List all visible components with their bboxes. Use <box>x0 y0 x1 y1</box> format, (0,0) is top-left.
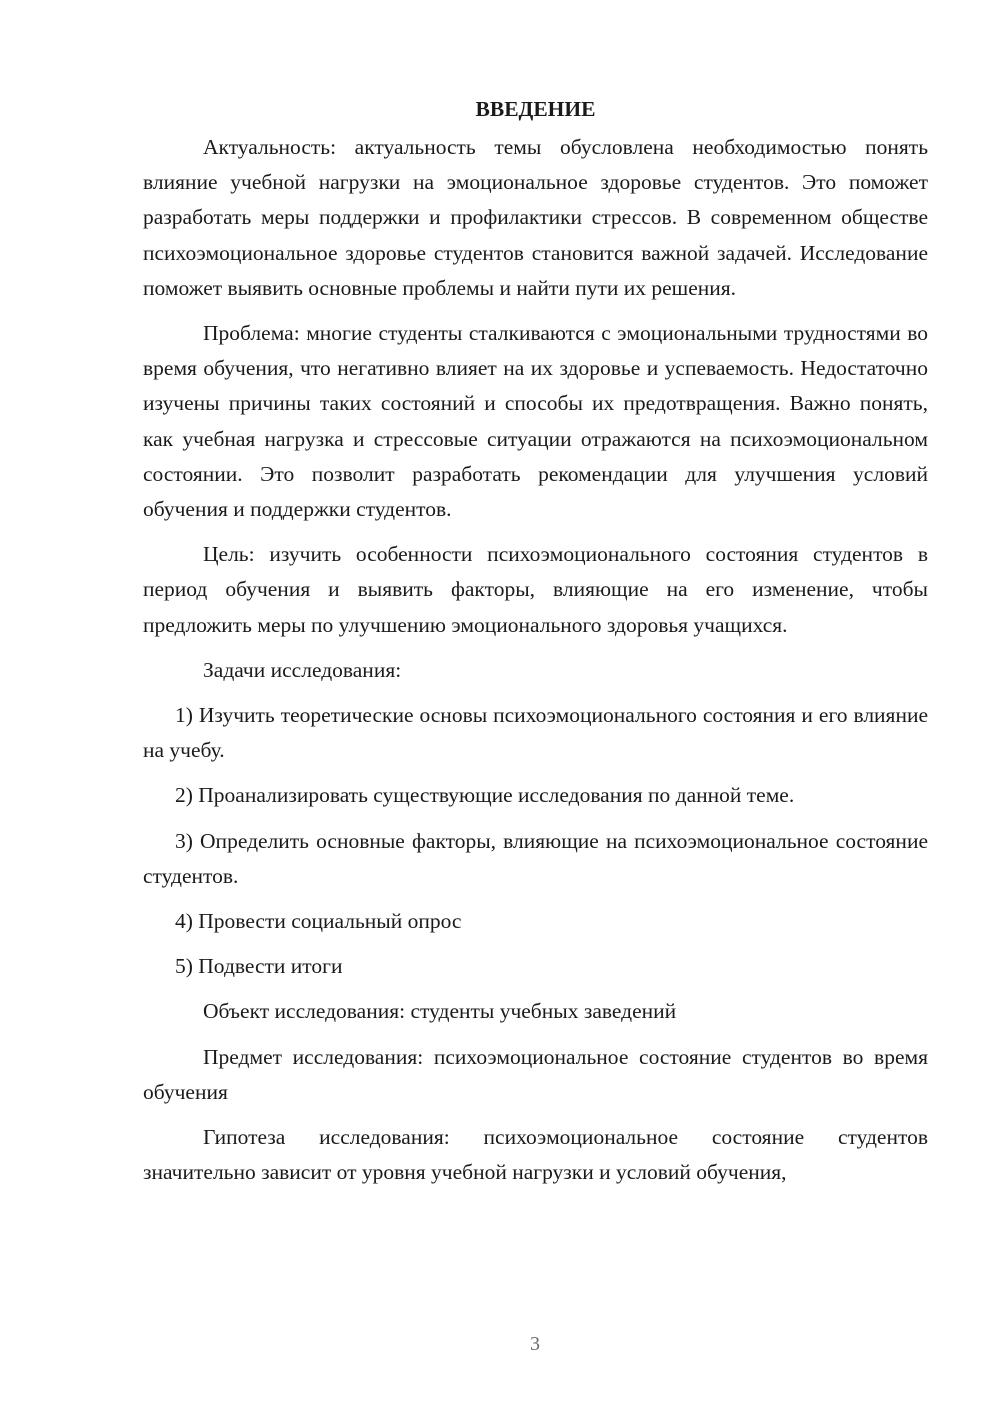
page-title: ВВЕДЕНИЕ <box>475 97 596 121</box>
paragraph-subject: Предмет исследования: психоэмоциональное состояние студентов во время обучения <box>143 1044 928 1104</box>
paragraph-problem: Проблема: многие студенты сталкиваются с эмоциональными трудностями во время обучения, что негативно влияет на их здоровье и успеваемость. Недостаточно изучены причины таких состояний и способы их предотвращения. Важно понять, как учебная нагрузка и стрессовые ситуации отражаются на психоэмоциональном состоянии. Это позволит разработать рекомендации для улучшения условий обучения и поддержки студентов. <box>143 321 928 522</box>
task-item-4: 4) Провести социальный опрос <box>175 909 462 934</box>
paragraph-hypothesis: Гипотеза исследования: психоэмоциональное состояние студентов значительно зависит от уровня учебной нагрузки и условий обучения, <box>143 1125 928 1185</box>
paragraph-object: Объект исследования: студенты учебных заведений <box>203 999 677 1024</box>
paragraph-goal: Цель: изучить особенности психоэмоционального состояния студентов в период обучения и выявить факторы, влияющие на его изменение, чтобы предложить меры по улучшению эмоционального здоровья учащихся. <box>143 542 928 637</box>
paragraph-relevance: Актуальность: актуальность темы обусловлена необходимостью понять влияние учебной нагрузки на эмоциональное здоровье студентов. Это поможет разработать меры поддержки и профилактики стрессов. В современном обществе психоэмоциональное здоровье студентов становится важной задачей. Исследование поможет выявить основные проблемы и найти пути их решения. <box>143 135 928 300</box>
task-item-2: 2) Проанализировать существующие исследования по данной теме. <box>175 783 795 808</box>
task-item-5: 5) Подвести итоги <box>175 954 343 979</box>
page-number: 3 <box>530 1333 540 1355</box>
task-item-3: 3) Определить основные факторы, влияющие на психоэмоциональное состояние студентов. <box>143 828 928 888</box>
task-item-1: 1) Изучить теоретические основы психоэмоционального состояния и его влияние на учебу. <box>143 703 928 763</box>
tasks-heading: Задачи исследования: <box>203 657 402 682</box>
page-content <box>143 92 928 1200</box>
